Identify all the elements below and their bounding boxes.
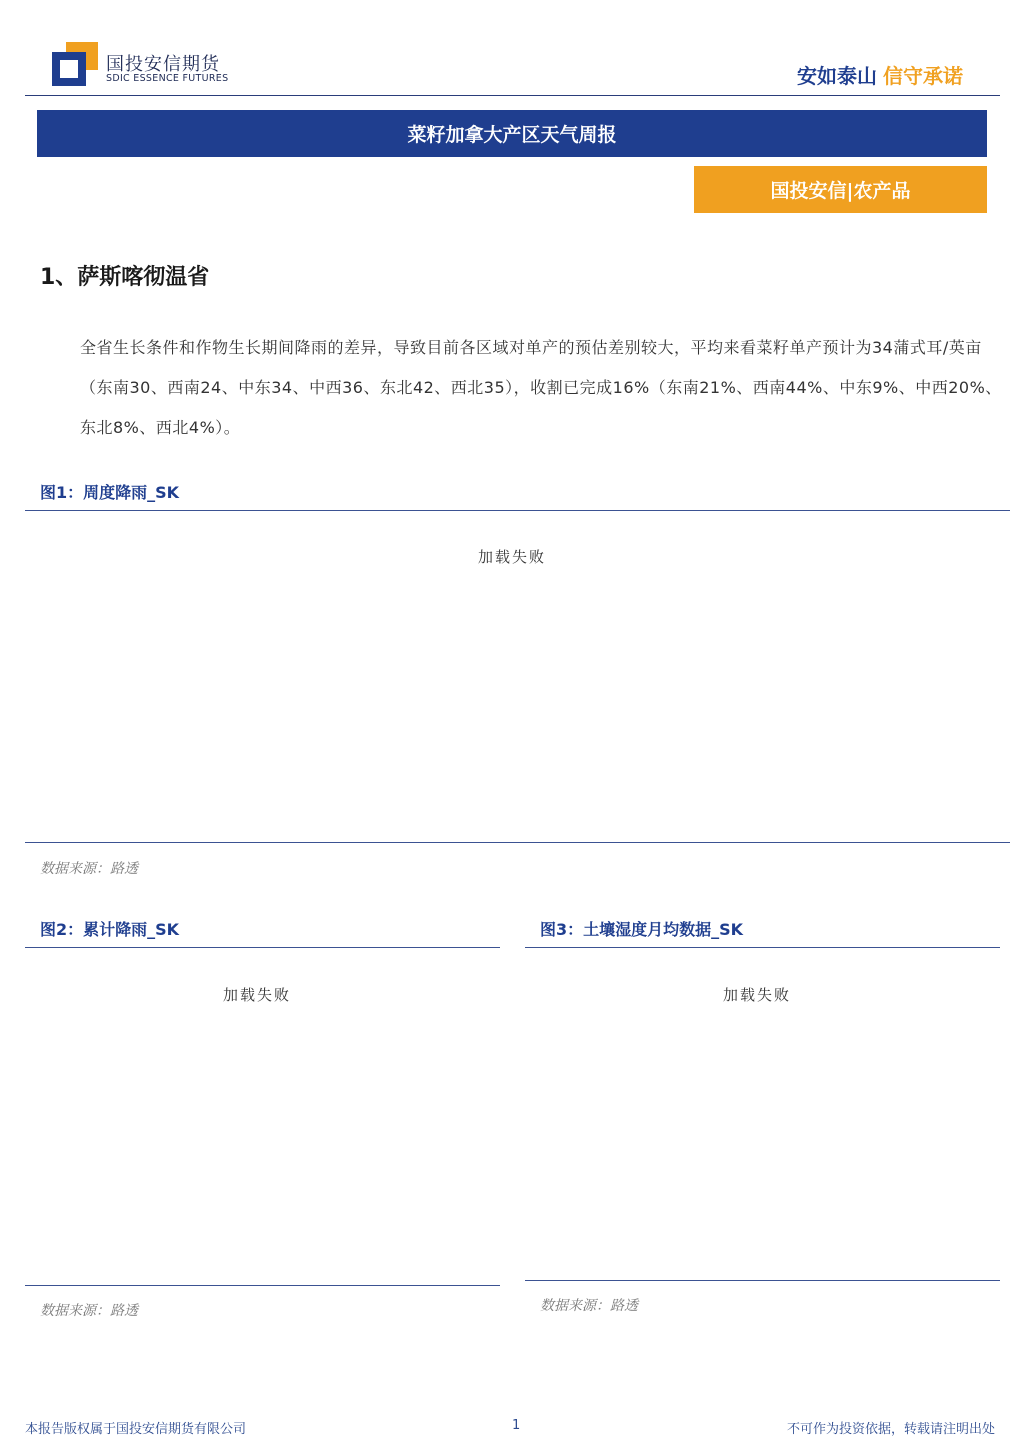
logo-english-name: SDIC ESSENCE FUTURES [106, 73, 229, 84]
slogan-part1: 安如泰山 [797, 64, 877, 88]
logo-mark-icon [52, 42, 98, 86]
figure3-source: 数据来源：路透 [540, 1298, 638, 1314]
slogan [797, 60, 963, 89]
figure1-bottom-rule [25, 842, 1010, 843]
company-logo [52, 40, 252, 90]
footer-disclaimer: 不可作为投资依据，转载请注明出处 [786, 1422, 995, 1437]
logo-chinese-name: 国投安信期货 [106, 54, 220, 75]
figure1-title: 图1：周度降雨_SK [40, 483, 180, 502]
figure3-top-rule [525, 947, 1000, 948]
figure2-bottom-rule [25, 1285, 500, 1286]
figure1-top-rule [25, 510, 1010, 511]
figure2-title: 图2：累计降雨_SK [40, 920, 180, 939]
section-paragraph: 全省生长条件和作物生长期间降雨的差异，导致目前各区域对单产的预估差别较大，平均来看菜籽单产预计为34蒲式耳/英亩（东南30、西南24、中东34、中西36、东北42、西北35），收割已完成16%（东南21%、西南44%、中东9%、中西20%、东北8%、西北4%）。 [80, 338, 1002, 437]
header-divider [25, 95, 1000, 96]
figure2-top-rule [25, 947, 500, 948]
figure2-load-failed: 加载失败 [223, 986, 292, 1004]
figure1-source: 数据来源：路透 [40, 861, 138, 877]
category-tag: 国投安信|农产品 [694, 166, 987, 213]
figure3-bottom-rule [525, 1280, 1000, 1281]
section-heading: 1、萨斯喀彻温省 [40, 265, 210, 290]
figure2-source: 数据来源：路透 [40, 1303, 138, 1319]
slogan-part2: 信守承诺 [883, 64, 963, 88]
report-title: 菜籽加拿大产区天气周报 [37, 110, 987, 157]
figure3-title: 图3：土壤湿度月均数据_SK [540, 920, 744, 939]
footer-page-number: 1 [512, 1418, 521, 1433]
footer-copyright: 本报告版权属于国投安信期货有限公司 [25, 1422, 247, 1437]
figure1-load-failed: 加载失败 [478, 548, 547, 566]
figure3-load-failed: 加载失败 [723, 986, 792, 1004]
